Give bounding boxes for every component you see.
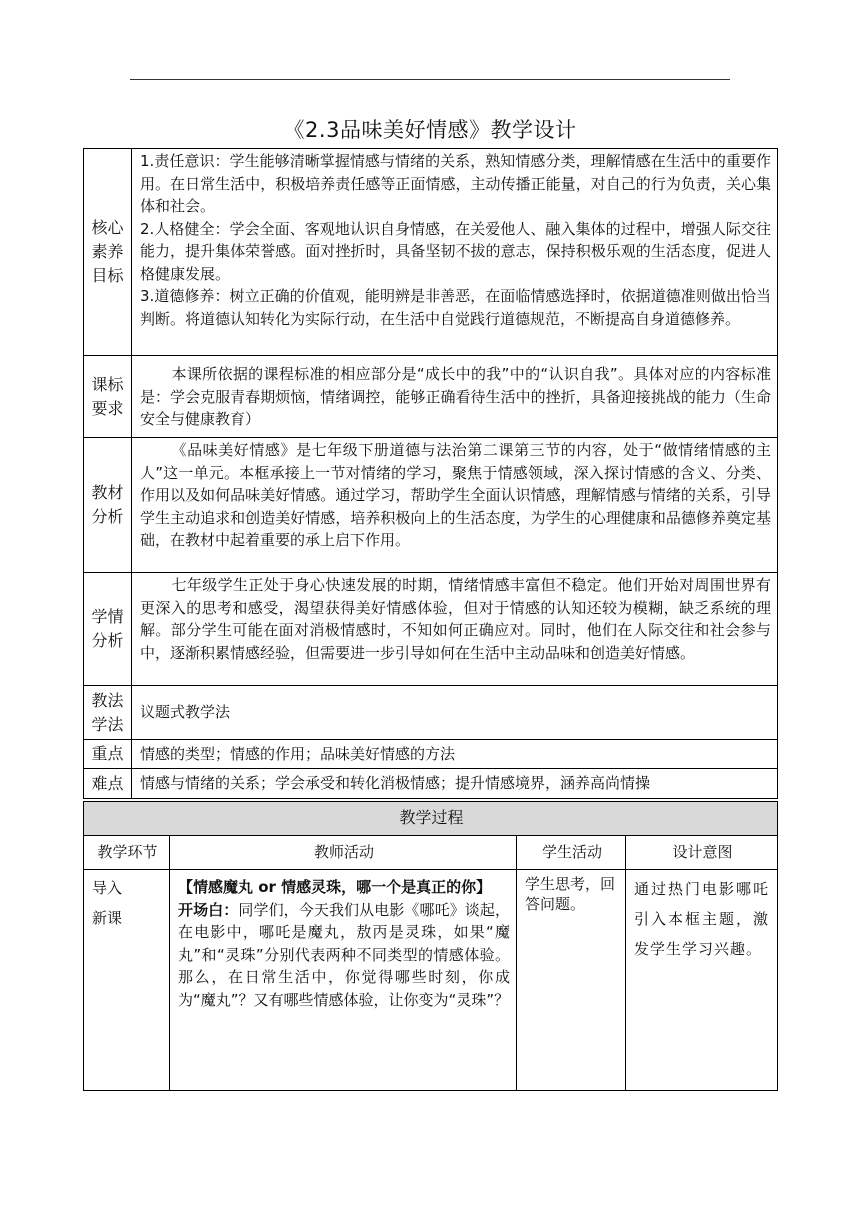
label-line: 教法: [91, 690, 124, 710]
curriculum-paragraph: 本课所依据的课程标准的相应部分是“成长中的我”中的“认识自我”。具体对应的内容标准是：学会克服青春期烦恼，情绪调控，能够正确看待生活中的挫折，具备迎接挑战的能力（生命安全与健康教育）: [140, 365, 771, 428]
section-label: [84, 573, 132, 686]
section-content: [132, 686, 778, 740]
section-label: [84, 438, 132, 573]
section-content: [132, 573, 778, 686]
design-intent-cell: 通过热门电影哪吒引入本框主题，激发学生学习兴趣。: [626, 870, 778, 1091]
label-line: 核心: [91, 218, 124, 237]
column-header-stage: 教学环节: [84, 836, 170, 870]
header-rule: [130, 79, 730, 80]
method-text: 议题式教学法: [140, 703, 231, 722]
process-heading: 教学过程: [84, 802, 778, 836]
label-line: 重点: [91, 744, 124, 763]
section-row-textbook: [84, 438, 778, 573]
document-title: 《2.3品味美好情感》教学设计: [283, 118, 577, 142]
student-activity-cell: 学生思考，回答问题。: [517, 870, 626, 1091]
textbook-paragraph: 《品味美好情感》是七年级下册道德与法治第二课第三节的内容，处于“做情绪情感的主人”这一单元。本框承接上一节对情绪的学习，聚焦于情感领域，深入探讨情感的含义、分类、作用以及如何品味美好情感。通过学习，帮助学生全面认识情感，理解情感与情绪的关系，引导学生主动追求和创造美好情感，培养积极向上的生活态度，为学生的心理健康和品德修养奠定基础，在教材中起着重要的承上启下作用。: [140, 441, 771, 549]
section-row-key-points: [84, 740, 778, 769]
label-line: 难点: [91, 773, 124, 793]
column-header-student: 学生活动: [517, 836, 626, 870]
label-line: 要求: [91, 398, 124, 418]
teaching-process-table: [83, 801, 778, 1091]
key-points-text: 情感的类型；情感的作用；品味美好情感的方法: [140, 744, 456, 763]
column-header-design: 设计意图: [626, 836, 778, 870]
goal-paragraph: 3.道德修养：树立正确的价值观，能明辨是非善恶，在面临情感选择时，依据道德准则做出恰当判断。将道德认知转化为实际行动，在生活中自觉践行道德规范，不断提高自身道德修养。: [140, 287, 771, 328]
activity-label: 开场白：: [178, 900, 239, 919]
students-paragraph: 七年级学生正处于身心快速发展的时期，情绪情感丰富但不稳定。他们开始对周围世界有更深入的思考和感受，渴望获得美好情感体验，但对于情感的认知还较为模糊，缺乏系统的理解。部分学生可能在面对消极情感时，不知如何正确应对。同时，他们在人际交往和社会参与中，逐渐积累情感经验，但需要进一步引导如何在生活中主动品味和创造美好情感。: [140, 576, 771, 662]
section-row-difficulties: [84, 769, 778, 799]
label-line: 分析: [91, 631, 124, 650]
stage-line: 导入: [92, 879, 123, 897]
goal-paragraph: 2.人格健全：学会全面、客观地认识自身情感，在关爱他人、融入集体的过程中，增强人际交往能力，提升集体荣誉感。面对挫折时，具备坚韧不拔的意志，保持积极乐观的生活态度，促进人格健康发展。: [140, 219, 771, 283]
label-line: 课标: [91, 374, 124, 394]
column-header-teacher: 教师活动: [170, 836, 517, 870]
label-line: 素养: [91, 242, 124, 261]
stage-line: 新课: [92, 909, 123, 927]
label-line: 教材: [91, 483, 124, 502]
section-label: [84, 686, 132, 740]
section-content: [132, 149, 778, 356]
section-label: [84, 740, 132, 769]
lesson-info-table: [83, 148, 778, 799]
section-label: [84, 769, 132, 799]
section-row-method: [84, 686, 778, 740]
process-column-header-row: [84, 836, 778, 870]
teacher-activity-cell: [170, 870, 517, 1091]
section-row-students: [84, 573, 778, 686]
label-line: 学情: [91, 607, 124, 626]
label-line: 目标: [91, 266, 124, 285]
section-label: [84, 149, 132, 356]
difficulties-text: 情感与情绪的关系；学会承受和转化消极情感；提升情感境界，涵养高尚情操: [140, 774, 651, 793]
process-heading-row: [84, 802, 778, 836]
section-label: [84, 356, 132, 438]
section-content: [132, 356, 778, 438]
section-content: [132, 769, 778, 799]
goal-paragraph: 1.责任意识：学生能够清晰掌握情感与情绪的关系，熟知情感分类，理解情感在生活中的重要作用。在日常生活中，积极培养责任感等正面情感，主动传播正能量，对自己的行为负责，关心集体和社会。: [140, 152, 771, 215]
activity-heading: 【情感魔丸 or 情感灵珠，哪一个是真正的你】: [178, 878, 492, 896]
section-row-core-goals: [84, 149, 778, 356]
process-row: [84, 870, 778, 1091]
stage-cell: [84, 870, 170, 1091]
activity-text: 同学们，今天我们从电影《哪吒》谈起，在电影中，哪吒是魔丸，敖丙是灵珠，如果“魔丸”和“灵珠”分别代表两种不同类型的情感体验。那么，在日常生活中，你觉得哪些时刻，你成为“魔丸”？又有哪些情感体验，让你变为“灵珠”？: [178, 900, 510, 1009]
section-content: [132, 740, 778, 769]
label-line: 学法: [91, 714, 124, 734]
label-line: 分析: [91, 507, 124, 526]
section-row-curriculum: [84, 356, 778, 438]
activity-body: [178, 899, 510, 1012]
section-content: [132, 438, 778, 573]
